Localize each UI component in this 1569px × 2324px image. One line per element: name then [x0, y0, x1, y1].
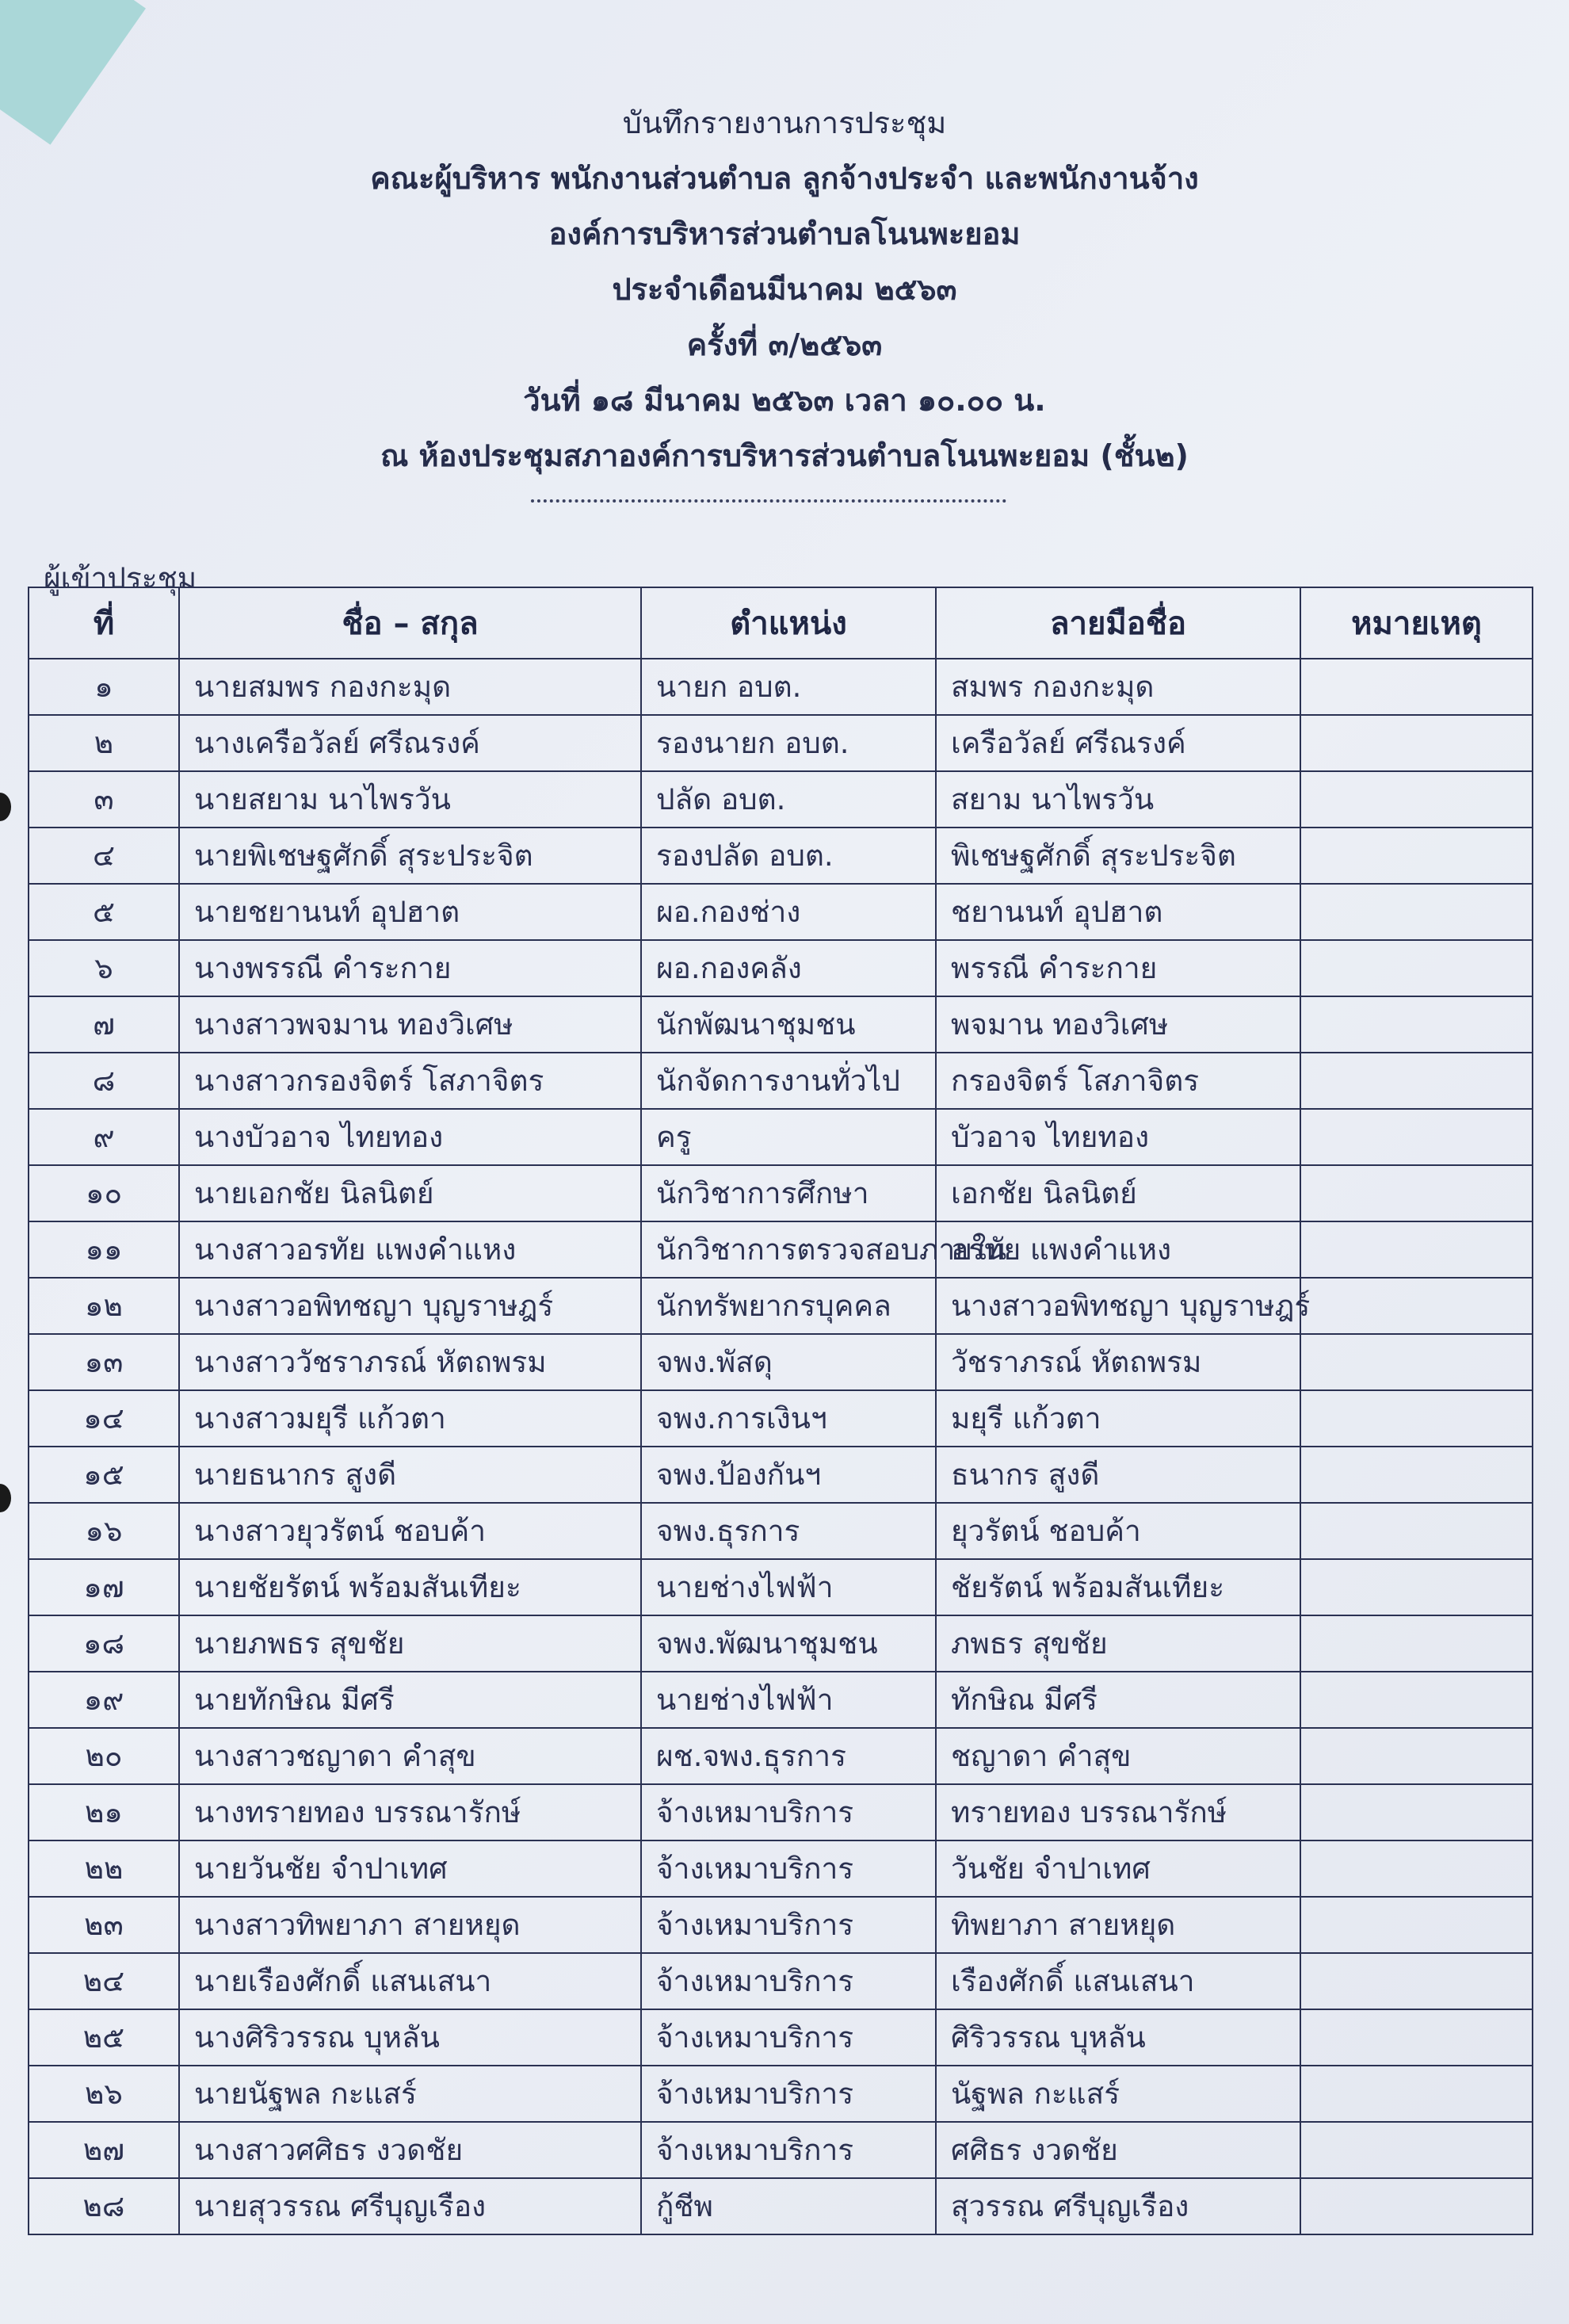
- cell-position: รองปลัด อบต.: [641, 828, 936, 884]
- cell-number: ๑๘: [29, 1615, 179, 1672]
- cell-position: นักจัดการงานทั่วไป: [641, 1053, 936, 1109]
- cell-number: ๑๓: [29, 1334, 179, 1390]
- cell-position: จ้างเหมาบริการ: [641, 2009, 936, 2066]
- cell-signature: มยุรี แก้วตา: [936, 1390, 1300, 1447]
- cell-note: [1300, 1503, 1533, 1559]
- cell-number: ๑: [29, 659, 179, 715]
- cell-name: นายเอกชัย นิลนิตย์: [179, 1165, 641, 1221]
- cell-signature: สมพร กองกะมุด: [936, 659, 1300, 715]
- cell-name: นายธนากร สูงดี: [179, 1447, 641, 1503]
- header-line: วันที่ ๑๘ มีนาคม ๒๕๖๓ เวลา ๑๐.๐๐ น.: [523, 383, 1046, 418]
- cell-signature: สยาม นาไพรวัน: [936, 771, 1300, 828]
- cell-note: [1300, 1278, 1533, 1334]
- table-row: [29, 1053, 1533, 1109]
- cell-signature: บัวอาจ ไทยทอง: [936, 1109, 1300, 1165]
- cell-position: ปลัด อบต.: [641, 771, 936, 828]
- table-row: [29, 940, 1533, 996]
- attendees-label: ผู้เข้าประชุม: [44, 561, 197, 595]
- table-row: [29, 2009, 1533, 2066]
- cell-position: จพง.พัสดุ: [641, 1334, 936, 1390]
- column-header-position: ตำแหน่ง: [641, 587, 936, 659]
- cell-position: นักวิชาการศึกษา: [641, 1165, 936, 1221]
- cell-number: ๒๑: [29, 1784, 179, 1840]
- cell-signature: ศิริวรรณ บุหลัน: [936, 2009, 1300, 2066]
- cell-name: นางบัวอาจ ไทยทอง: [179, 1109, 641, 1165]
- cell-note: [1300, 828, 1533, 884]
- cell-note: [1300, 1672, 1533, 1728]
- cell-note: [1300, 1615, 1533, 1672]
- cell-name: นายพิเชษฐศักดิ์ สุระประจิต: [179, 828, 641, 884]
- punch-hole: [0, 793, 11, 821]
- table-row: [29, 2122, 1533, 2178]
- table-row: [29, 1672, 1533, 1728]
- cell-position: ผช.จพง.ธุรการ: [641, 1728, 936, 1784]
- cell-name: นางสาวกรองจิตร์ โสภาจิตร: [179, 1053, 641, 1109]
- table-row: [29, 1334, 1533, 1390]
- cell-number: ๒๖: [29, 2066, 179, 2122]
- cell-number: ๗: [29, 996, 179, 1053]
- cell-name: นายเรืองศักดิ์ แสนเสนา: [179, 1953, 641, 2009]
- cell-position: ครู: [641, 1109, 936, 1165]
- header-line: องค์การบริหารส่วนตำบลโนนพะยอม: [548, 216, 1021, 251]
- document-header: [0, 95, 1569, 484]
- cell-name: นายภพธร สุขชัย: [179, 1615, 641, 1672]
- table-row: [29, 1840, 1533, 1897]
- cell-signature: เรืองศักดิ์ แสนเสนา: [936, 1953, 1300, 2009]
- header-line: คณะผู้บริหาร พนักงานส่วนตำบล ลูกจ้างประจำ และพนักงานจ้าง: [370, 161, 1199, 196]
- cell-note: [1300, 1840, 1533, 1897]
- cell-position: จ้างเหมาบริการ: [641, 1784, 936, 1840]
- cell-number: ๒๗: [29, 2122, 179, 2178]
- table-row: [29, 828, 1533, 884]
- cell-position: จพง.พัฒนาชุมชน: [641, 1615, 936, 1672]
- table-row: [29, 1221, 1533, 1278]
- cell-note: [1300, 1109, 1533, 1165]
- cell-signature: ธนากร สูงดี: [936, 1447, 1300, 1503]
- cell-signature: ชยานนท์ อุปฮาต: [936, 884, 1300, 940]
- cell-signature: สุวรรณ ศรีบุญเรือง: [936, 2178, 1300, 2234]
- table-row: [29, 1728, 1533, 1784]
- cell-signature: วัชราภรณ์ หัตถพรม: [936, 1334, 1300, 1390]
- cell-signature: ทักษิณ มีศรี: [936, 1672, 1300, 1728]
- dotted-divider: [531, 499, 1006, 503]
- cell-number: ๓: [29, 771, 179, 828]
- cell-name: นางทรายทอง บรรณารักษ์: [179, 1784, 641, 1840]
- cell-note: [1300, 1165, 1533, 1221]
- cell-note: [1300, 715, 1533, 771]
- table-row: [29, 659, 1533, 715]
- cell-number: ๒๐: [29, 1728, 179, 1784]
- cell-note: [1300, 996, 1533, 1053]
- cell-number: ๙: [29, 1109, 179, 1165]
- cell-position: นายช่างไฟฟ้า: [641, 1672, 936, 1728]
- cell-signature: ทิพยาภา สายหยุด: [936, 1897, 1300, 1953]
- table-row: [29, 1784, 1533, 1840]
- cell-position: จ้างเหมาบริการ: [641, 2066, 936, 2122]
- cell-position: จ้างเหมาบริการ: [641, 1840, 936, 1897]
- cell-note: [1300, 1390, 1533, 1447]
- cell-note: [1300, 2122, 1533, 2178]
- cell-note: [1300, 1559, 1533, 1615]
- cell-number: ๑๗: [29, 1559, 179, 1615]
- cell-name: นางสาวอรทัย แพงคำแหง: [179, 1221, 641, 1278]
- table-row: [29, 996, 1533, 1053]
- cell-note: [1300, 2009, 1533, 2066]
- cell-number: ๑๐: [29, 1165, 179, 1221]
- table-row: [29, 884, 1533, 940]
- cell-signature: พิเชษฐศักดิ์ สุระประจิต: [936, 828, 1300, 884]
- cell-position: จ้างเหมาบริการ: [641, 2122, 936, 2178]
- cell-note: [1300, 1334, 1533, 1390]
- cell-name: นางพรรณี คำระกาย: [179, 940, 641, 996]
- cell-position: จพง.การเงินฯ: [641, 1390, 936, 1447]
- cell-signature: ยุวรัตน์ ชอบค้า: [936, 1503, 1300, 1559]
- cell-name: นายนัฐพล กะแสร์: [179, 2066, 641, 2122]
- cell-position: นักทรัพยากรบุคคล: [641, 1278, 936, 1334]
- column-header-note: หมายเหตุ: [1300, 587, 1533, 659]
- table-row: [29, 1278, 1533, 1334]
- cell-name: นางสาววัชราภรณ์ หัตถพรม: [179, 1334, 641, 1390]
- cell-name: นายสุวรรณ ศรีบุญเรือง: [179, 2178, 641, 2234]
- cell-name: นายวันชัย จำปาเทศ: [179, 1840, 641, 1897]
- cell-name: นางสาวชญาดา คำสุข: [179, 1728, 641, 1784]
- cell-signature: ภพธร สุขชัย: [936, 1615, 1300, 1672]
- cell-number: ๘: [29, 1053, 179, 1109]
- cell-name: นายชัยรัตน์ พร้อมสันเทียะ: [179, 1559, 641, 1615]
- cell-number: ๑๙: [29, 1672, 179, 1728]
- cell-number: ๑๔: [29, 1390, 179, 1447]
- cell-position: นักพัฒนาชุมชน: [641, 996, 936, 1053]
- table-row: [29, 1109, 1533, 1165]
- cell-signature: เอกชัย นิลนิตย์: [936, 1165, 1300, 1221]
- header-line: บันทึกรายงานการประชุม: [622, 105, 947, 140]
- table-row: [29, 1897, 1533, 1953]
- cell-position: ผอ.กองคลัง: [641, 940, 936, 996]
- table-header-row: [29, 587, 1533, 659]
- cell-position: จพง.ธุรการ: [641, 1503, 936, 1559]
- cell-number: ๒๒: [29, 1840, 179, 1897]
- cell-number: ๒๕: [29, 2009, 179, 2066]
- cell-signature: กรองจิตร์ โสภาจิตร: [936, 1053, 1300, 1109]
- cell-note: [1300, 1897, 1533, 1953]
- cell-number: ๖: [29, 940, 179, 996]
- cell-note: [1300, 659, 1533, 715]
- cell-number: ๑๒: [29, 1278, 179, 1334]
- cell-signature: เครือวัลย์ ศรีณรงค์: [936, 715, 1300, 771]
- cell-position: นายช่างไฟฟ้า: [641, 1559, 936, 1615]
- cell-note: [1300, 1953, 1533, 2009]
- cell-position: นายก อบต.: [641, 659, 936, 715]
- cell-name: นางเครือวัลย์ ศรีณรงค์: [179, 715, 641, 771]
- table-row: [29, 1165, 1533, 1221]
- cell-name: นางสาวมยุรี แก้วตา: [179, 1390, 641, 1447]
- cell-signature: พจมาน ทองวิเศษ: [936, 996, 1300, 1053]
- table-row: [29, 715, 1533, 771]
- table-body: [29, 659, 1533, 2234]
- table-row: [29, 1503, 1533, 1559]
- header-line: ณ ห้องประชุมสภาองค์การบริหารส่วนตำบลโนนพะยอม (ชั้น๒): [380, 438, 1189, 473]
- cell-number: ๒๓: [29, 1897, 179, 1953]
- cell-signature: ชญาดา คำสุข: [936, 1728, 1300, 1784]
- cell-signature: พรรณี คำระกาย: [936, 940, 1300, 996]
- cell-signature: นางสาวอพิทชญา บุญราษฎร์: [936, 1278, 1300, 1334]
- header-line: ครั้งที่ ๓/๒๕๖๓: [686, 327, 883, 362]
- cell-signature: ศศิธร งวดชัย: [936, 2122, 1300, 2178]
- cell-number: ๔: [29, 828, 179, 884]
- cell-position: ผอ.กองช่าง: [641, 884, 936, 940]
- cell-number: ๒: [29, 715, 179, 771]
- cell-note: [1300, 1053, 1533, 1109]
- cell-note: [1300, 1447, 1533, 1503]
- cell-number: ๑๖: [29, 1503, 179, 1559]
- cell-position: กู้ชีพ: [641, 2178, 936, 2234]
- cell-signature: นัฐพล กะแสร์: [936, 2066, 1300, 2122]
- cell-note: [1300, 1221, 1533, 1278]
- table-row: [29, 1447, 1533, 1503]
- cell-number: ๑๑: [29, 1221, 179, 1278]
- cell-name: นายทักษิณ มีศรี: [179, 1672, 641, 1728]
- table-row: [29, 771, 1533, 828]
- cell-position: จ้างเหมาบริการ: [641, 1953, 936, 2009]
- table-row: [29, 1615, 1533, 1672]
- cell-position: จพง.ป้องกันฯ: [641, 1447, 936, 1503]
- cell-name: นางสาวศศิธร งวดชัย: [179, 2122, 641, 2178]
- cell-name: นางศิริวรรณ บุหลัน: [179, 2009, 641, 2066]
- punch-hole: [0, 1484, 11, 1512]
- column-header-signature: ลายมือชื่อ: [936, 587, 1300, 659]
- cell-note: [1300, 771, 1533, 828]
- cell-position: จ้างเหมาบริการ: [641, 1897, 936, 1953]
- cell-position: รองนายก อบต.: [641, 715, 936, 771]
- cell-note: [1300, 884, 1533, 940]
- cell-name: นางสาวยุวรัตน์ ชอบค้า: [179, 1503, 641, 1559]
- cell-signature: ทรายทอง บรรณารักษ์: [936, 1784, 1300, 1840]
- cell-number: ๒๘: [29, 2178, 179, 2234]
- cell-name: นายสมพร กองกะมุด: [179, 659, 641, 715]
- cell-name: นางสาวอพิทชญา บุญราษฎร์: [179, 1278, 641, 1334]
- cell-name: นางสาวพจมาน ทองวิเศษ: [179, 996, 641, 1053]
- attendance-table: [28, 587, 1533, 2235]
- cell-number: ๒๔: [29, 1953, 179, 2009]
- table-row: [29, 1559, 1533, 1615]
- cell-note: [1300, 1784, 1533, 1840]
- cell-position: นักวิชาการตรวจสอบภายใน: [641, 1221, 936, 1278]
- table-row: [29, 1953, 1533, 2009]
- table-row: [29, 2178, 1533, 2234]
- column-header-name: ชื่อ – สกุล: [179, 587, 641, 659]
- column-header-number: ที่: [29, 587, 179, 659]
- table-row: [29, 2066, 1533, 2122]
- table-row: [29, 1390, 1533, 1447]
- cell-signature: วันชัย จำปาเทศ: [936, 1840, 1300, 1897]
- cell-number: ๕: [29, 884, 179, 940]
- cell-note: [1300, 940, 1533, 996]
- cell-number: ๑๕: [29, 1447, 179, 1503]
- cell-note: [1300, 2178, 1533, 2234]
- cell-note: [1300, 2066, 1533, 2122]
- cell-signature: อรทัย แพงคำแหง: [936, 1221, 1300, 1278]
- header-line: ประจำเดือนมีนาคม ๒๕๖๓: [612, 272, 957, 307]
- cell-name: นายสยาม นาไพรวัน: [179, 771, 641, 828]
- cell-name: นายชยานนท์ อุปฮาต: [179, 884, 641, 940]
- cell-name: นางสาวทิพยาภา สายหยุด: [179, 1897, 641, 1953]
- cell-signature: ชัยรัตน์ พร้อมสันเทียะ: [936, 1559, 1300, 1615]
- cell-note: [1300, 1728, 1533, 1784]
